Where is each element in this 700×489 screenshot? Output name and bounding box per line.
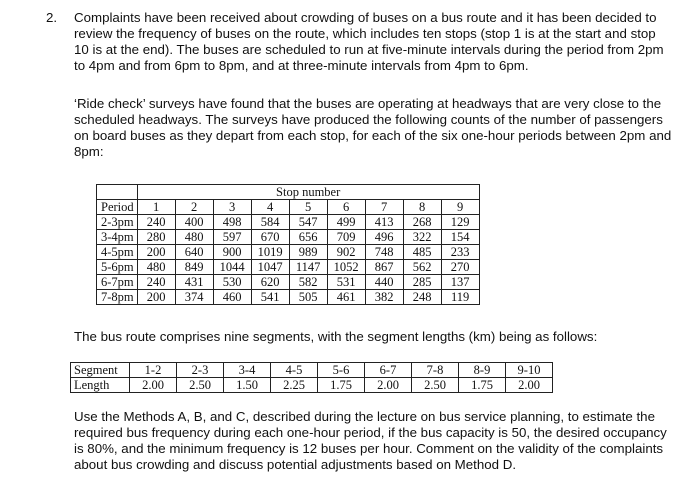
count-cell: 440 — [365, 275, 403, 290]
segment-cell: 9-10 — [506, 363, 553, 378]
length-cell: 2.00 — [365, 378, 412, 393]
table-row — [97, 245, 480, 260]
intro-paragraph: Complaints have been received about crowding of buses on a bus route and it has been decided to review the frequency of buses on the route, which includes ten stops (stop 1 is at the start and stop 10 is at the end). The buses are scheduled to run at five-minute intervals during the period from 2pm to 4pm and from 6pm to 8pm, and at three-minute intervals from 4pm to 6pm. — [74, 10, 664, 73]
count-cell: 530 — [213, 275, 251, 290]
period-header: Period — [97, 200, 138, 215]
count-cell: 480 — [137, 260, 175, 275]
stop-number-header: Stop number — [137, 185, 479, 200]
count-cell: 461 — [327, 290, 365, 305]
segment-intro-paragraph: The bus route comprises nine segments, with the segment lengths (km) being as follows: — [74, 329, 598, 344]
stop-index: 1 — [137, 200, 175, 215]
length-cell: 2.50 — [412, 378, 459, 393]
count-cell: 248 — [403, 290, 441, 305]
count-cell: 670 — [251, 230, 289, 245]
segment-length-table — [70, 362, 553, 393]
count-cell: 480 — [175, 230, 213, 245]
stop-index: 7 — [365, 200, 403, 215]
count-cell: 582 — [289, 275, 327, 290]
count-cell: 562 — [403, 260, 441, 275]
segment-cell: 3-4 — [224, 363, 271, 378]
table-row — [97, 290, 480, 305]
table-row — [97, 275, 480, 290]
count-cell: 1047 — [251, 260, 289, 275]
length-cell: 1.75 — [318, 378, 365, 393]
period-cell: 3-4pm — [97, 230, 138, 245]
segment-cell: 7-8 — [412, 363, 459, 378]
count-cell: 400 — [175, 215, 213, 230]
count-cell: 1044 — [213, 260, 251, 275]
count-cell: 867 — [365, 260, 403, 275]
count-cell: 547 — [289, 215, 327, 230]
table-row — [97, 260, 480, 275]
count-cell: 137 — [441, 275, 479, 290]
length-cell: 2.50 — [177, 378, 224, 393]
count-cell: 413 — [365, 215, 403, 230]
segment-cell: 2-3 — [177, 363, 224, 378]
segment-row — [71, 363, 553, 378]
count-cell: 748 — [365, 245, 403, 260]
stop-index: 5 — [289, 200, 327, 215]
count-cell: 322 — [403, 230, 441, 245]
count-cell: 505 — [289, 290, 327, 305]
count-cell: 541 — [251, 290, 289, 305]
length-header: Length — [71, 378, 130, 393]
period-cell: 2-3pm — [97, 215, 138, 230]
task-paragraph: Use the Methods A, B, and C, described during the lecture on bus service planning, to estimate the required bus frequency during each one-hour period, if the bus capacity is 50, the desired occupancy is 80%, and the minimum frequency is 12 buses per hour. Comment on the validity of the complaints about bus crowding and discuss potential adjustments based on Method D. — [74, 409, 667, 472]
count-cell: 270 — [441, 260, 479, 275]
period-cell: 4-5pm — [97, 245, 138, 260]
passenger-count-table — [96, 184, 480, 305]
count-cell: 620 — [251, 275, 289, 290]
table-header-row — [97, 185, 480, 200]
count-cell: 485 — [403, 245, 441, 260]
count-cell: 900 — [213, 245, 251, 260]
count-cell: 709 — [327, 230, 365, 245]
stop-index: 3 — [213, 200, 251, 215]
length-cell: 1.75 — [459, 378, 506, 393]
count-cell: 460 — [213, 290, 251, 305]
count-cell: 498 — [213, 215, 251, 230]
count-cell: 268 — [403, 215, 441, 230]
question-number: 2. — [46, 10, 58, 25]
count-cell: 902 — [327, 245, 365, 260]
count-cell: 499 — [327, 215, 365, 230]
count-cell: 233 — [441, 245, 479, 260]
stop-index: 8 — [403, 200, 441, 215]
count-cell: 597 — [213, 230, 251, 245]
count-cell: 584 — [251, 215, 289, 230]
segment-cell: 6-7 — [365, 363, 412, 378]
period-cell: 5-6pm — [97, 260, 138, 275]
count-cell: 240 — [137, 275, 175, 290]
table-row — [97, 230, 480, 245]
stop-index: 4 — [251, 200, 289, 215]
period-cell: 6-7pm — [97, 275, 138, 290]
count-cell: 640 — [175, 245, 213, 260]
period-cell: 7-8pm — [97, 290, 138, 305]
segment-cell: 8-9 — [459, 363, 506, 378]
count-cell: 280 — [137, 230, 175, 245]
segment-cell: 1-2 — [130, 363, 177, 378]
count-cell: 285 — [403, 275, 441, 290]
length-cell: 1.50 — [224, 378, 271, 393]
count-cell: 200 — [137, 245, 175, 260]
count-cell: 200 — [137, 290, 175, 305]
stop-index: 9 — [441, 200, 479, 215]
count-cell: 849 — [175, 260, 213, 275]
count-cell: 382 — [365, 290, 403, 305]
count-cell: 1019 — [251, 245, 289, 260]
count-cell: 374 — [175, 290, 213, 305]
count-cell: 154 — [441, 230, 479, 245]
table-row — [97, 215, 480, 230]
count-cell: 531 — [327, 275, 365, 290]
count-cell: 129 — [441, 215, 479, 230]
segment-cell: 5-6 — [318, 363, 365, 378]
length-row — [71, 378, 553, 393]
period-header-spacer — [97, 185, 138, 200]
segment-cell: 4-5 — [271, 363, 318, 378]
count-cell: 1147 — [289, 260, 327, 275]
count-cell: 496 — [365, 230, 403, 245]
count-cell: 240 — [137, 215, 175, 230]
stop-index: 6 — [327, 200, 365, 215]
count-cell: 989 — [289, 245, 327, 260]
count-cell: 431 — [175, 275, 213, 290]
count-cell: 656 — [289, 230, 327, 245]
length-cell: 2.25 — [271, 378, 318, 393]
count-cell: 1052 — [327, 260, 365, 275]
stop-index: 2 — [175, 200, 213, 215]
segment-header: Segment — [71, 363, 130, 378]
length-cell: 2.00 — [506, 378, 553, 393]
ride-check-paragraph: ‘Ride check’ surveys have found that the buses are operating at headways that are very close to the scheduled headways. The surveys have produced the following counts of the number of passengers on board buses as they depart from each stop, for each of the six one-hour periods between 2pm and 8pm: — [74, 96, 672, 159]
stop-index-row — [97, 200, 480, 215]
length-cell: 2.00 — [130, 378, 177, 393]
count-cell: 119 — [441, 290, 479, 305]
